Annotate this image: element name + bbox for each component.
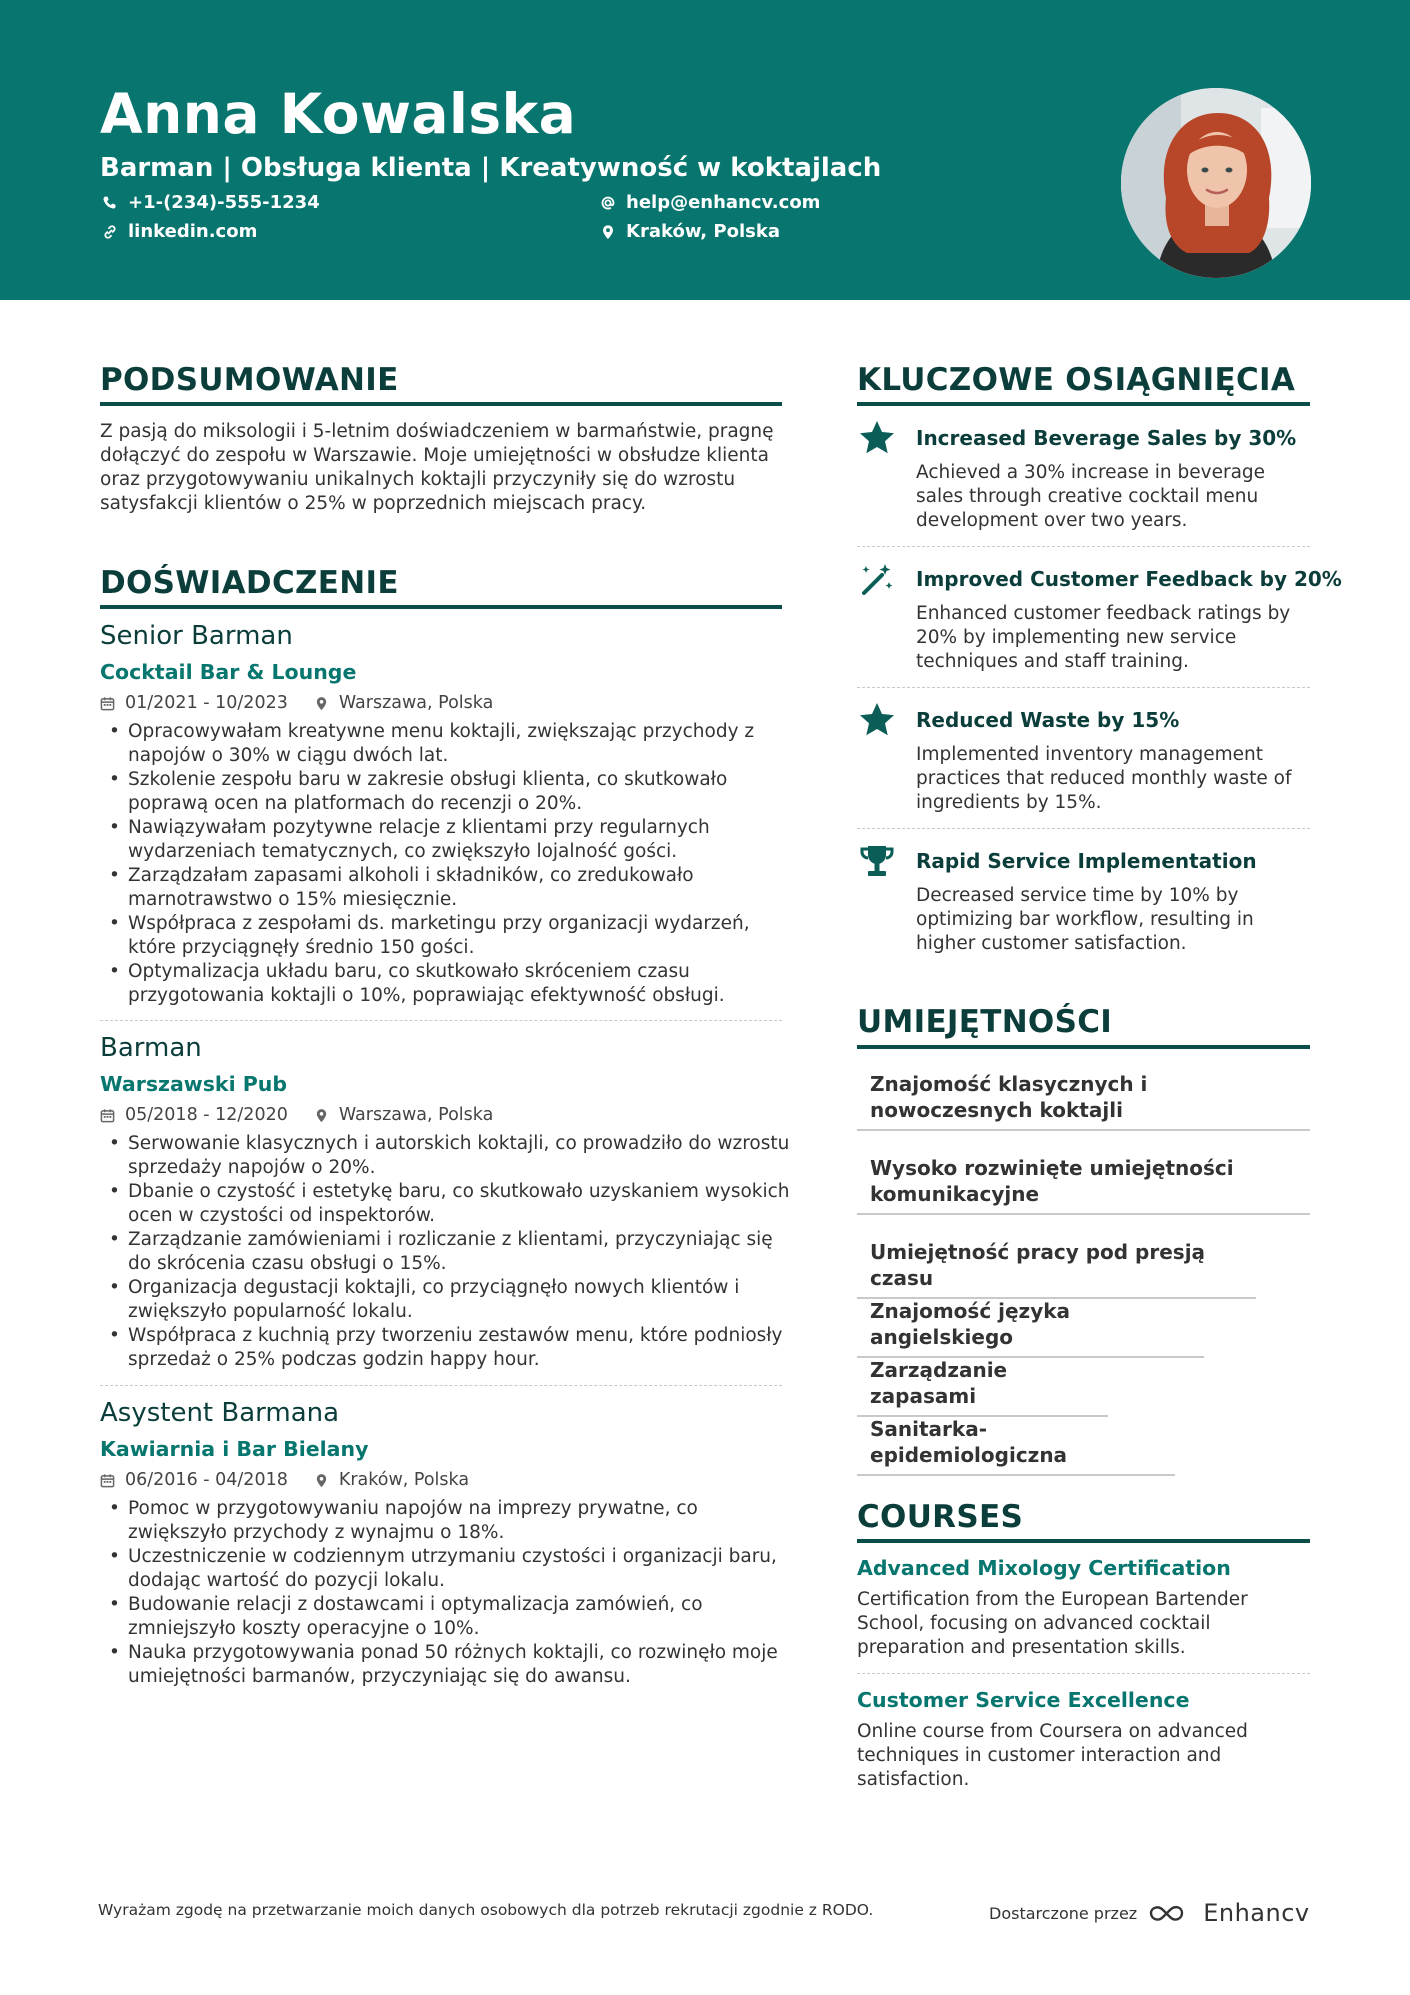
job-location: Warszawa, Polska (338, 693, 494, 713)
link-icon (102, 224, 118, 240)
job-meta (100, 1105, 493, 1125)
job-company: Warszawski Pub (100, 1072, 288, 1096)
calendar-icon (100, 1473, 115, 1488)
job-separator (100, 1385, 782, 1386)
location-pin-icon (314, 1473, 329, 1488)
job-dates: 06/2016 - 04/2018 (125, 1470, 288, 1490)
bullet-item: • Uczestniczenie w codziennym utrzymaniu czystości i organizacji baru, dodając wartość do pozycji lokalu. (100, 1545, 790, 1593)
bullet-item: • Zarządzanie zamówieniami i rozliczanie z klientami, przyczyniając się do skrócenia czasu obsługi o 15%. (100, 1228, 790, 1276)
summary-divider (100, 402, 782, 406)
phone-text: +1-(234)-555-1234 (128, 192, 320, 213)
skill-tag: Znajomość języka angielskiego (857, 1298, 1204, 1358)
bullet-item: • Optymalizacja układu baru, co skutkowało skróceniem czasu przygotowania koktajli o 10%, poprawiając efektywność obsługi. (100, 960, 790, 1008)
enhancv-logo-icon (1147, 1901, 1193, 1925)
bullet-item: • Pomoc w przygotowywaniu napojów na imprezy prywatne, co zwiększyło przychody z wynajmu o 18%. (100, 1497, 790, 1545)
email-text: help@enhancv.com (626, 192, 821, 213)
job-location: Warszawa, Polska (338, 1105, 494, 1125)
calendar-icon (100, 696, 115, 711)
skills-divider (857, 1045, 1310, 1049)
achievement-desc: Decreased service time by 10% by optimizing bar workflow, resulting in higher customer satisfaction. (916, 885, 1254, 954)
bullet-item: • Współpraca z zespołami ds. marketingu przy organizacji wydarzeń, które przyciągnęły średnio 150 gości. (100, 912, 790, 960)
bullet-item: • Budowanie relacji z dostawcami i optymalizacja zamówień, co zmniejszyło koszty operacyjne o 10%. (100, 1593, 790, 1641)
achievement-title: Rapid Service Implementation (916, 849, 1257, 873)
achievement-desc: Enhanced customer feedback ratings by 20% by implementing new service techniques and staff training. (916, 603, 1291, 672)
job-dates: 05/2018 - 12/2020 (125, 1105, 288, 1125)
achievement-title: Reduced Waste by 15% (916, 708, 1180, 732)
course-desc: Certification from the European Bartender School, focusing on advanced cocktail preparation and presentation skills. (857, 1589, 1248, 1658)
job-role: Senior Barman (100, 621, 293, 651)
achievements-heading: KLUCZOWE OSIĄGNIĘCIA (857, 362, 1296, 398)
profile-photo (1121, 88, 1311, 278)
contact-phone[interactable] (102, 192, 320, 213)
skill-tag: Sanitarka-epidemiologiczna (857, 1416, 1175, 1476)
skill-tag: Zarządzanie zapasami (857, 1357, 1108, 1417)
candidate-headline: Barman | Obsługa klienta | Kreatywność w koktajlach (100, 153, 882, 183)
bullet-item: • Organizacja degustacji koktajli, co przyciągnęło nowych klientów i zwiększyło popularność lokalu. (100, 1276, 790, 1324)
bullet-item: • Serwowanie klasycznych i autorskich koktajli, co prowadziło do wzrostu sprzedaży napojów o 20%. (100, 1132, 790, 1180)
linkedin-text: linkedin.com (128, 221, 258, 242)
summary-heading: PODSUMOWANIE (100, 362, 399, 398)
skill-tag: Umiejętność pracy pod presją czasu (857, 1239, 1256, 1299)
bullet-item: • Szkolenie zespołu baru w zakresie obsługi klienta, co skutkowało poprawą ocen na platformach do recenzji o 20%. (100, 768, 790, 816)
job-bullets (100, 1497, 790, 1689)
achievement-separator (857, 687, 1310, 688)
experience-divider (100, 605, 782, 609)
powered-by[interactable] (989, 1899, 1310, 1927)
skill-tag: Znajomość klasycznych i nowoczesnych koktajli (857, 1071, 1310, 1131)
enhancv-brand: Enhancv (1203, 1899, 1310, 1927)
calendar-icon (100, 1108, 115, 1123)
location-text: Kraków, Polska (626, 221, 780, 242)
resume-header (0, 0, 1410, 300)
location-pin-icon (600, 224, 616, 240)
magic-wand-icon (857, 560, 897, 600)
powered-by-label: Dostarczone przez (989, 1903, 1138, 1923)
candidate-name: Anna Kowalska (100, 82, 577, 146)
at-icon (600, 195, 616, 211)
job-company: Cocktail Bar & Lounge (100, 660, 357, 684)
job-meta (100, 693, 493, 713)
skill-tag: Wysoko rozwinięte umiejętności komunikacyjne (857, 1155, 1310, 1215)
contact-linkedin[interactable] (102, 221, 257, 242)
achievement-title: Increased Beverage Sales by 30% (916, 426, 1297, 450)
course-title: Advanced Mixology Certification (857, 1556, 1231, 1580)
job-bullets (100, 720, 790, 1008)
location-pin-icon (314, 1108, 329, 1123)
location-pin-icon (314, 696, 329, 711)
contact-email[interactable] (600, 192, 820, 213)
achievement-separator (857, 828, 1310, 829)
summary-text: Z pasją do miksologii i 5-letnim doświadczeniem w barmaństwie, pragnę dołączyć do zespołu w Warszawie. Moje umiejętności w obsłudze klienta oraz przygotowywaniu unikalnych koktajli przyczyniły się do wzrostu satysfakcji klientów o 25% w poprzednich miejscach pracy. (100, 421, 774, 514)
job-separator (100, 1020, 782, 1021)
job-role: Barman (100, 1033, 202, 1063)
job-meta (100, 1470, 469, 1490)
skills-heading: UMIEJĘTNOŚCI (857, 1004, 1113, 1040)
gdpr-consent: Wyrażam zgodę na przetwarzanie moich danych osobowych dla potrzeb rekrutacji zgodnie z RODO. (98, 1901, 874, 1919)
star-icon (857, 700, 897, 740)
bullet-item: • Dbanie o czystość i estetykę baru, co skutkowało uzyskaniem wysokich ocen w czystości od inspektorów. (100, 1180, 790, 1228)
job-role: Asystent Barmana (100, 1398, 340, 1428)
courses-divider (857, 1539, 1310, 1543)
trophy-icon (857, 842, 897, 882)
achievement-desc: Achieved a 30% increase in beverage sales through creative cocktail menu development over two years. (916, 462, 1266, 531)
achievements-divider (857, 402, 1310, 406)
achievement-separator (857, 546, 1310, 547)
star-icon (857, 418, 897, 458)
bullet-item: • Opracowywałam kreatywne menu koktajli, zwiększając przychody z napojów o 30% w ciągu dwóch lat. (100, 720, 790, 768)
phone-icon (102, 195, 118, 211)
course-separator (857, 1673, 1310, 1674)
course-title: Customer Service Excellence (857, 1688, 1190, 1712)
bullet-item: • Nauka przygotowywania ponad 50 różnych koktajli, co rozwinęło moje umiejętności barmanów, przyczyniając się do awansu. (100, 1641, 790, 1689)
bullet-item: • Zarządzałam zapasami alkoholi i składników, co zredukowało marnotrawstwo o 15% miesięcznie. (100, 864, 790, 912)
job-location: Kraków, Polska (338, 1470, 470, 1490)
job-bullets (100, 1132, 790, 1372)
courses-heading: COURSES (857, 1499, 1024, 1535)
achievement-desc: Implemented inventory management practices that reduced monthly waste of ingredients by 15%. (916, 744, 1292, 813)
experience-heading: DOŚWIADCZENIE (100, 565, 399, 601)
bullet-item: • Nawiązywałam pozytywne relacje z klientami przy regularnych wydarzeniach tematycznych, co zwiększyło lojalność gości. (100, 816, 790, 864)
job-dates: 01/2021 - 10/2023 (125, 693, 288, 713)
job-company: Kawiarnia i Bar Bielany (100, 1437, 369, 1461)
course-desc: Online course from Coursera on advanced techniques in customer interaction and satisfaction. (857, 1721, 1248, 1790)
contact-location (600, 221, 780, 242)
bullet-item: • Współpraca z kuchnią przy tworzeniu zestawów menu, które podniosły sprzedaż o 25% podczas godzin happy hour. (100, 1324, 790, 1372)
achievement-title: Improved Customer Feedback by 20% (916, 567, 1342, 591)
